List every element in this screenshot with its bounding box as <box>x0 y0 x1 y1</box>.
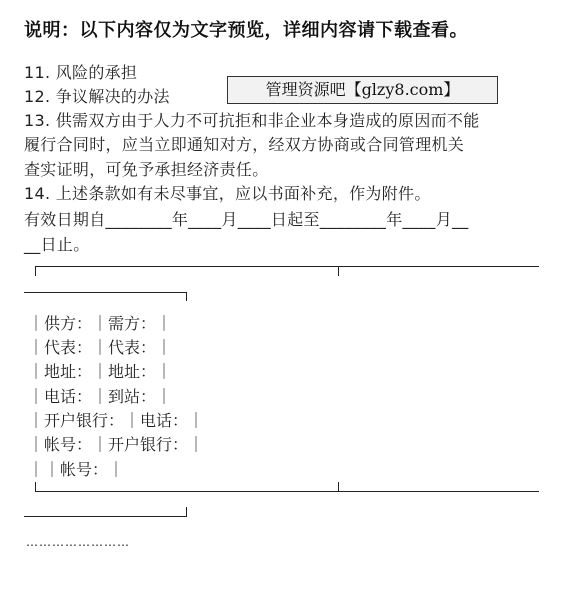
ellipsis: …………………… <box>26 535 130 549</box>
validity-line-2: __日止。 <box>24 235 90 254</box>
table-top-left-tick <box>35 266 36 276</box>
clause-12: 12. 争议解决的办法 <box>24 87 170 106</box>
table-top-border <box>35 266 539 267</box>
table-row: ｜地址：｜地址：｜ <box>28 362 173 381</box>
table-row: ｜供方：｜需方：｜ <box>28 314 173 333</box>
clause-11: 11. 风险的承担 <box>24 63 138 82</box>
table-bottom-underline <box>24 516 187 517</box>
table-row: ｜电话：｜到站：｜ <box>28 387 173 406</box>
table-top-underline-tick <box>186 292 187 301</box>
table-row: ｜｜帐号：｜ <box>28 460 125 479</box>
validity-line-1: 有效日期自________年____月____日起至________年____月__ <box>24 210 469 229</box>
table-top-mid-tick <box>338 266 339 276</box>
watermark-badge: 管理资源吧【glzy8.com】 <box>227 76 498 104</box>
clause-13-line-2: 履行合同时，应当立即通知对方，经双方协商或合同管理机关 <box>24 135 465 154</box>
table-row: ｜帐号：｜开户银行：｜ <box>28 435 205 454</box>
table-row: ｜代表：｜代表：｜ <box>28 338 173 357</box>
clause-14: 14. 上述条款如有未尽事宜，应以书面补充，作为附件。 <box>24 184 431 203</box>
table-top-underline <box>24 292 187 293</box>
clause-13-line-3: 查实证明，可免予承担经济责任。 <box>24 160 269 179</box>
preview-notice: 说明：以下内容仅为文字预览，详细内容请下载查看。 <box>24 20 468 41</box>
clause-13-line-1: 13. 供需双方由于人力不可抗拒和非企业本身造成的原因而不能 <box>24 111 480 130</box>
table-bottom-border <box>35 491 539 492</box>
table-row: ｜开户银行：｜电话：｜ <box>28 411 205 430</box>
